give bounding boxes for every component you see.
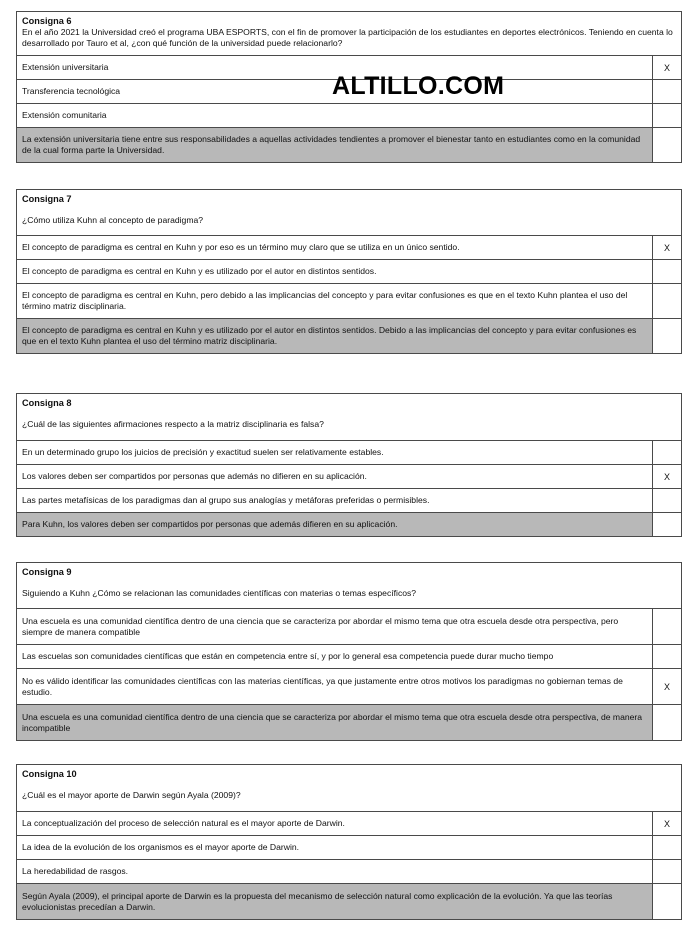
question-block-9 [16,562,682,741]
feedback-text: El concepto de paradigma es central en Kuhn y es utilizado por el autor en distintos sentidos. Debido a las implicancias del concepto y para evitar confusiones es que en el texto Kuhn plantea el uso del término matriz disciplinaria. [22,325,637,346]
feedback-row [17,127,681,162]
question-header [17,190,681,235]
option-text: El concepto de paradigma es central en Kuhn y es utilizado por el autor en distintos sentidos. [22,266,377,276]
question-prompt: ¿Cómo utiliza Kuhn al concepto de paradigma? [22,215,204,225]
option-text: En un determinado grupo los juicios de precisión y exactitud suelen ser relativamente estables. [22,447,384,457]
feedback-row [17,883,681,919]
watermark-logo: ALTILLO.COM [332,72,505,100]
answer-mark [652,489,681,512]
answer-option [17,859,681,883]
option-text: No es válido identificar las comunidades científicas con las materias científicas, ya que justamente entre otros motivos los paradigmas no gobiernan temas de estudio. [22,675,623,697]
question-title: Consigna 6 [22,16,72,26]
option-text: Extensión comunitaria [22,110,107,120]
feedback-text: Una escuela es una comunidad científica dentro de una ciencia que se caracteriza por abordar el mismo tema que otra escuela desde otra perspectiva, de manera incompatible [22,711,643,733]
feedback-text: La extensión universitaria tiene entre sus responsabilidades a aquellas actividades tendientes a promover el bienestar tanto en estudiantes como en la comunidad de la cual forma parte la Universidad. [22,134,641,155]
answer-mark [652,860,681,883]
option-text: Las partes metafísicas de los paradigmas dan al grupo sus analogías y metáforas preferidas o permisibles. [22,495,430,505]
option-text: Los valores deben ser compartidos por personas que además no difieren en su aplicación. [22,471,367,481]
answer-option [17,668,681,704]
question-title: Consigna 7 [22,194,72,204]
question-title: Consigna 8 [22,398,72,408]
question-prompt: Siguiendo a Kuhn ¿Cómo se relacionan las comunidades científicas con materias o temas específicos? [22,588,417,598]
option-text: La idea de la evolución de los organismos es el mayor aporte de Darwin. [22,842,300,852]
question-block-10 [16,764,682,920]
option-text: El concepto de paradigma es central en Kuhn y por eso es un término muy claro que se utiliza en un único sentido. [22,242,460,252]
question-title: Consigna 9 [22,567,72,577]
answer-option [17,259,681,283]
answer-option [17,464,681,488]
answer-mark: X [652,812,681,835]
answer-option [17,440,681,464]
question-title: Consigna 10 [22,769,77,779]
option-text: La conceptualización del proceso de selección natural es el mayor aporte de Darwin. [22,818,345,828]
answer-mark [652,609,681,644]
answer-option [17,835,681,859]
answer-option [17,644,681,668]
option-text: Transferencia tecnológica [22,86,121,96]
option-text: Las escuelas son comunidades científicas que están en competencia entre sí, y por lo general esa competencia puede durar mucho tiempo [22,651,554,661]
question-header [17,563,681,608]
answer-mark [652,836,681,859]
feedback-row [17,318,681,353]
question-prompt: ¿Cuál es el mayor aporte de Darwin según Ayala (2009)? [22,790,241,800]
answer-option [17,235,681,259]
option-text: El concepto de paradigma es central en Kuhn, pero debido a las implicancias del concepto y para evitar confusiones es que en el texto Kuhn plantea el uso del término matriz disciplinaria. [22,290,628,311]
answer-mark: X [652,669,681,704]
question-header [17,394,681,440]
answer-mark [652,104,681,127]
option-text: La heredabilidad de rasgos. [22,866,129,876]
feedback-text: Para Kuhn, los valores deben ser compartidos por personas que además difieren en su aplicación. [22,519,398,529]
answer-option [17,488,681,512]
answer-mark [652,80,681,103]
answer-mark [652,284,681,318]
question-header [17,765,681,811]
question-block-7 [16,189,682,354]
answer-option [17,283,681,318]
answer-mark: X [652,56,681,79]
answer-option [17,811,681,835]
option-text: Una escuela es una comunidad científica dentro de una ciencia que se caracteriza por abordar el mismo tema que otra escuela desde otra perspectiva, pero siempre de manera compatible [22,615,619,637]
answer-mark [652,645,681,668]
question-prompt: ¿Cuál de las siguientes afirmaciones respecto a la matriz disciplinaria es falsa? [22,419,324,429]
option-text: Extensión universitaria [22,62,109,72]
feedback-text: Según Ayala (2009), el principal aporte de Darwin es la propuesta del mecanismo de selección natural como explicación de la evolución. Ya que las teorías evolucionistas precedían a Darwin. [22,890,613,912]
feedback-row [17,704,681,740]
answer-mark [652,260,681,283]
question-header [17,12,681,55]
question-prompt: En el año 2021 la Universidad creó el programa UBA ESPORTS, con el fin de promover la participación de los estudiantes en deportes electrónicos. Teniendo en cuenta lo desarrollado por Tauro et al, ¿con qué función de la universidad puede relacionarlo? [22,27,673,48]
answer-mark: X [652,465,681,488]
feedback-row [17,512,681,536]
answer-option [17,103,681,127]
answer-mark: X [652,236,681,259]
question-block-8 [16,393,682,537]
answer-option [17,608,681,644]
answer-mark [652,441,681,464]
